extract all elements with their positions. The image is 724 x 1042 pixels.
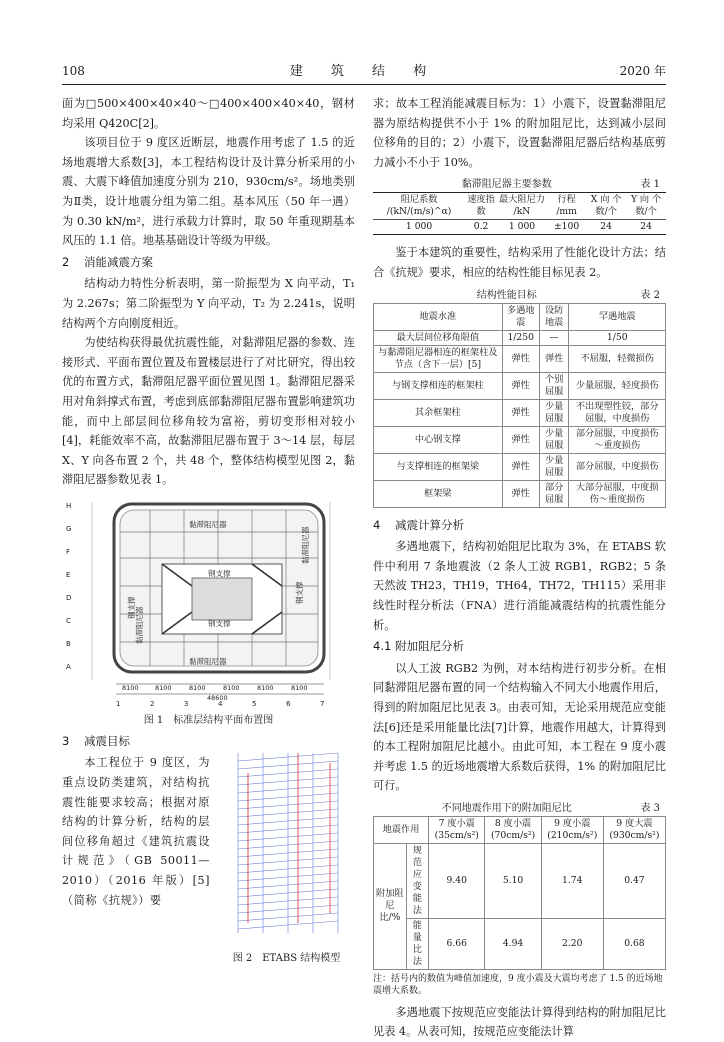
table-header: Y 向 个数/个: [626, 193, 666, 220]
table-1: [373, 192, 666, 235]
table-cell: 弹性: [502, 453, 539, 480]
table-cell: 5.10: [485, 843, 541, 918]
paragraph: 鉴于本建筑的重要性，结构采用了性能化设计方法；结合《抗规》要求，相应的结构性能目标见表 2。: [373, 246, 666, 279]
table-row: [374, 426, 666, 453]
table-cell: 弹性: [502, 372, 539, 399]
table-cell: 与支撑相连的框架梁: [374, 453, 503, 480]
brace-label: 钢支撑: [208, 568, 231, 578]
brace-label: 钢支撑: [295, 581, 304, 604]
table-3: [373, 816, 666, 970]
table-cell: 1/50: [569, 330, 666, 345]
axis-label: 5: [252, 699, 257, 708]
table-cell: 能量比法: [406, 918, 428, 969]
figure-1: [62, 494, 355, 726]
table-header: 7 度小震 (35cm/s²): [429, 816, 485, 843]
table-cell: 1/250: [502, 330, 539, 345]
table-cell: 部分屈服，中度损伤: [569, 453, 666, 480]
header-rule: [62, 84, 666, 85]
table-cell: 4.94: [485, 918, 541, 969]
damper-label-bottom: 黏滞阻尼器: [189, 656, 227, 666]
paragraph: 为使结构获得最优抗震性能，对黏滞阻尼器的参数、连接形式、平面布置位置及布置楼层进行了对比研究，得出较优的布置方式，黏滞阻尼器平面位置见图 1。黏滞阻尼器采用对角斜撑式布置，考虑到底部黏滞阻尼器布置影响建筑功能，而中上部层间位移角较为富裕，剪切变形相对较小[4]，耗能效率不高，故黏滞阻尼器布置于 3～14 层，每层 X、Y 向各布置 2 个，共 48 个，整体结构模型见图 2，黏滞阻尼器参数见表 1。: [62, 336, 355, 487]
table-cell: 中心钢支撑: [374, 426, 503, 453]
damper-label-right: 黏滞阻尼器: [301, 526, 310, 564]
paragraph: 本工程位于 9 度区，为重点设防类建筑，对结构抗震性能要求较高；根据对原结构的计算分析，结构的层间位移角超过《建筑抗震设计规范》（GB 50011—2010）（2016 年版）[5]（简称《抗规》）要: [62, 756, 210, 907]
table-cell: 少量屈服: [539, 453, 569, 480]
paragraph: 多遇地震下，结构初始阻尼比取为 3%，在 ETABS 软件中利用 7 条地震波（2 条人工波 RGB1，RGB2；5 条天然波 TH23，TH19，TH64，TH72，TH115）采用非线性时程分析法（FNA）进行消能减震结构的抗震性能分析。: [373, 540, 666, 632]
axis-label: C: [66, 616, 71, 625]
table-cell: 少量屈服: [539, 426, 569, 453]
table-cell: 框架梁: [374, 480, 503, 507]
table-caption: 不同地震作用下的附加阻尼比 表 3: [441, 802, 660, 814]
table-header: 9 度小震 (210cm/s²): [541, 816, 603, 843]
dim-label: 8100: [257, 683, 274, 692]
dim-label: 8100: [155, 683, 172, 692]
axis-label: D: [66, 593, 72, 602]
axis-label: 1: [116, 699, 121, 708]
brace-label: 钢支撑: [208, 618, 231, 628]
table-cell: 规范应变能法: [406, 843, 428, 918]
table-cell: 24: [600, 221, 612, 233]
etabs-model-drawing: [218, 733, 355, 945]
axis-label: F: [66, 547, 71, 556]
dim-label: 8100: [122, 683, 139, 692]
table-header: 地震作用: [374, 816, 429, 843]
page-number: 108: [62, 64, 85, 78]
table-row: [374, 330, 666, 345]
table-row: [374, 345, 666, 372]
paragraph: 结构动力特性分析表明，第一阶振型为 X 向平动，T₁ 为 2.267s；第二阶振型为 Y 向平动，T₂ 为 2.241s，说明结构两个方向刚度相近。: [62, 277, 355, 330]
table-header: 最大阻尼力 /kN: [497, 193, 547, 220]
axis-label: G: [66, 524, 72, 533]
table-cell: 少量屈服: [539, 399, 569, 426]
table-cell: 弹性: [502, 426, 539, 453]
table-cell: 1 000: [508, 221, 536, 233]
table-cell: ±100: [553, 221, 580, 233]
table-cell: 24: [640, 221, 652, 233]
table-cell: 个别屈服: [539, 372, 569, 399]
axis-label: A: [66, 662, 71, 671]
table-cell: 弹性: [502, 399, 539, 426]
damper-label-left: 黏滞阻尼器: [135, 606, 144, 644]
axis-label: 7: [320, 699, 325, 708]
damper-label-top: 黏滞阻尼器: [189, 519, 227, 529]
table-cell: 1 000: [405, 221, 433, 233]
section-heading: 2 消能减震方案: [62, 254, 153, 269]
section-heading: 3 减震目标: [62, 733, 130, 748]
table-row: [374, 480, 666, 507]
axis-label: 3: [184, 699, 189, 708]
table-header: 罕遇地震: [569, 303, 666, 330]
table-cell: 2.20: [541, 918, 603, 969]
table-cell: 0.2: [473, 221, 489, 233]
table-cell: 与钢支撑相连的框架柱: [374, 372, 503, 399]
issue-year: 2020 年: [619, 64, 666, 78]
paragraph: 该项目位于 9 度区近断层，地震作用考虑了 1.5 的近场地震增大系数[3]，本工程结构设计及计算分析采用的小震、大震下峰值加速度分别为 210，930cm/s²。场地类别为Ⅱ类，设计地震分组为第二组。基本风压（50 年一遇）为 0.30 kN/m²，进行承载力计算时，取 50 年重现期基本风压的 1.1 倍。地基基础设计等级为甲级。: [62, 136, 355, 248]
table-row: [374, 399, 666, 426]
table-cell: 0.47: [603, 843, 665, 918]
axis-label: 4: [218, 699, 223, 708]
table-row: [374, 453, 666, 480]
floor-plan-drawing: [62, 494, 355, 708]
table-cell: 9.40: [429, 843, 485, 918]
axis-label: H: [66, 501, 72, 510]
paragraph: 多遇地震下按规范应变能法计算得到结构的附加阻尼比见表 4。从表可知，按规范应变能法计算: [373, 1005, 666, 1039]
table-cell: 弹性: [502, 345, 539, 372]
table-caption: 黏滞阻尼器主要参数 表 1: [461, 179, 660, 191]
table-header: 地震水准: [374, 303, 503, 330]
dim-label: 8100: [291, 683, 308, 692]
journal-title: 建 筑 结 构: [289, 64, 439, 79]
table-cell: 少量屈服，轻度损伤: [569, 372, 666, 399]
figure-caption: 图 1 标准层结构平面布置图: [143, 715, 274, 727]
axis-label: 2: [150, 699, 155, 708]
table-header: 设防地震: [539, 303, 569, 330]
right-column: [373, 94, 666, 1042]
table-cell: 部分屈服，中度损伤～重度损伤: [569, 426, 666, 453]
dim-label: 8100: [223, 683, 240, 692]
table-cell: 6.66: [429, 918, 485, 969]
brace-label: 钢支撑: [127, 596, 136, 619]
table-header: 速度指数: [465, 193, 497, 220]
table-header: X 向 个数/个: [586, 193, 626, 220]
table-header: 多遇地震: [502, 303, 539, 330]
table-caption: 结构性能目标 表 2: [476, 289, 660, 301]
table-cell: 弹性: [502, 480, 539, 507]
table-cell: 不出现塑性铰，部分屈服，中度损伤: [569, 399, 666, 426]
table-cell: 0.68: [603, 918, 665, 969]
table-header: 8 度小震 (70cm/s²): [485, 816, 541, 843]
figure-2: [218, 733, 355, 969]
axis-label: B: [66, 639, 71, 648]
table-cell: 其余框架柱: [374, 399, 503, 426]
paragraph: 以人工波 RGB2 为例，对本结构进行初步分析。在相同黏滞阻尼器布置的同一个结构输入不同大小地震作用后，得到的附加阻尼比见表 3。由表可知，无论采用规范应变能法[6]还是采用能量比法[7]计算，地震作用越大，计算得到的本工程附加阻尼比越小。由此可知，本工程在 9 度小震并考虑 1.5 的近场地震增大系数后获得，1% 的附加阻尼比可行。: [373, 661, 666, 793]
table-row-head: 附加阻尼比/%: [374, 843, 407, 969]
figure-caption: 图 2 ETABS 结构模型: [232, 953, 341, 965]
table-cell: 最大层间位移角限值: [374, 330, 503, 345]
table-header: 阻尼系数 /(kN/(m/s)^α): [373, 193, 465, 220]
section-heading: 4 减震计算分析: [373, 517, 464, 532]
page-header: [62, 62, 666, 78]
table-cell: 弹性: [539, 345, 569, 372]
table-note: 注：括号内的数值为峰值加速度，9 度小震及大震均考虑了 1.5 的近场地震增大系数。: [373, 973, 663, 996]
table-row: [374, 372, 666, 399]
section-heading: 4.1 附加阻尼分析: [373, 639, 464, 654]
axis-label: 6: [286, 699, 291, 708]
table-cell: 大部分屈服，中度损伤～重度损伤: [569, 480, 666, 507]
axis-label: E: [66, 570, 71, 579]
left-column: [62, 94, 355, 965]
table-cell: 1.74: [541, 843, 603, 918]
dim-label: 8100: [189, 683, 206, 692]
total-dim-label: 48600: [207, 693, 228, 702]
table-2: [373, 303, 666, 508]
table-cell: 不屈服，轻微损伤: [569, 345, 666, 372]
table-header: 行程 /mm: [547, 193, 586, 220]
paragraph: 面为□500×400×40×40～□400×400×40×40，钢材均采用 Q420C[2]。: [62, 97, 355, 130]
table-cell: 部分屈服: [539, 480, 569, 507]
table-cell: —: [539, 330, 569, 345]
paragraph: 求；故本工程消能减震目标为：1）小震下，设置黏滞阻尼器为原结构提供不小于 1% 的附加阻尼比，达到减小层间位移角的目的；2）小震下，设置黏滞阻尼器后结构基底剪力减小不小于 10%。: [373, 97, 666, 169]
table-header: 9 度大震 (930cm/s²): [603, 816, 665, 843]
table-cell: 与黏滞阻尼器相连的框架柱及节点（含下一层）[5]: [374, 345, 503, 372]
